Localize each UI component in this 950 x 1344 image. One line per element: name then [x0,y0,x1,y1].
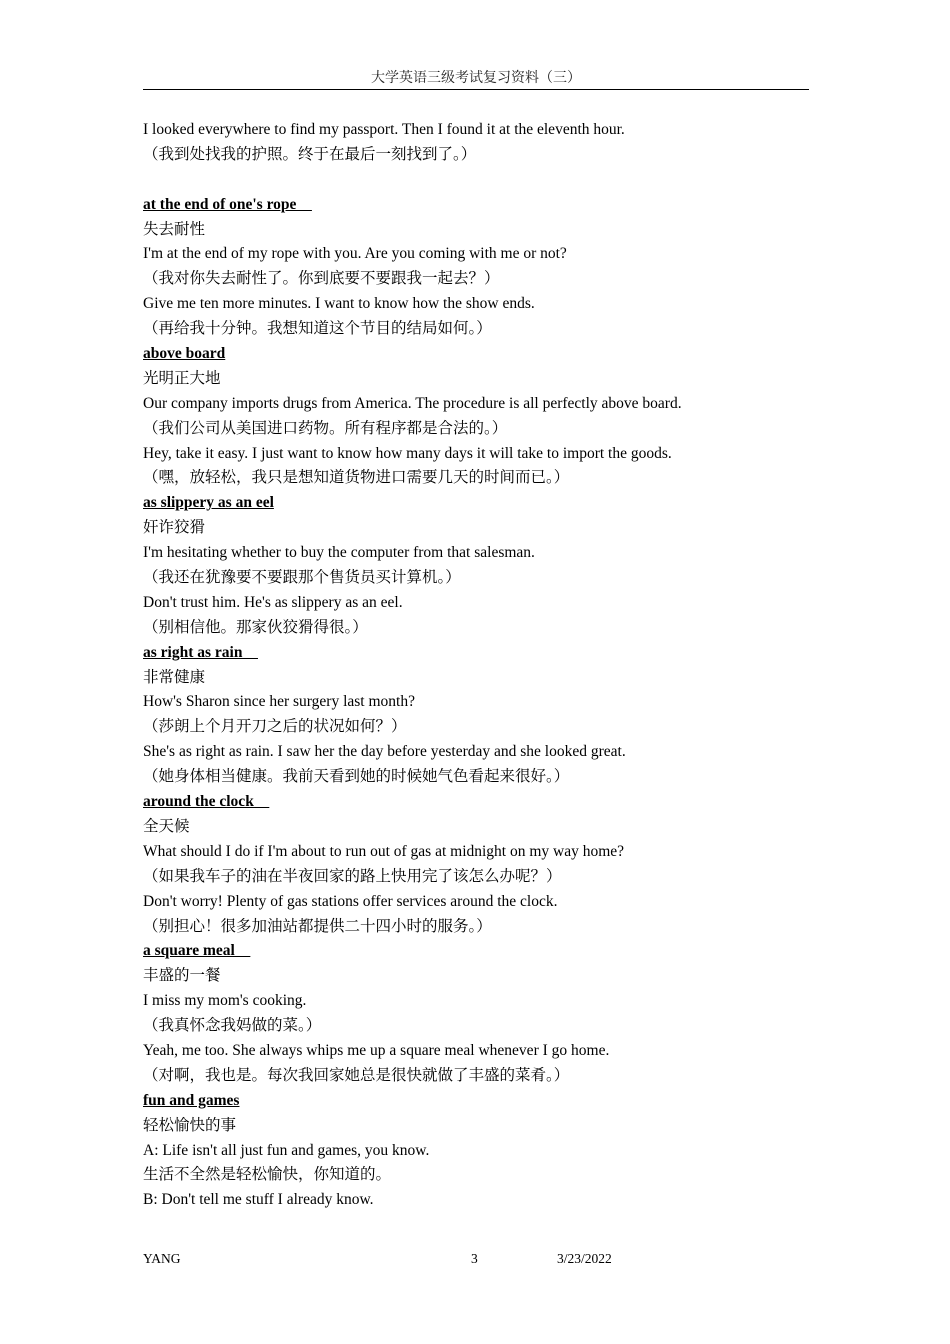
idiom-meaning: 非常健康 [143,668,206,686]
footer-author: YANG [143,1251,181,1266]
example-line: I'm hesitating whether to buy the computer from that salesman. [143,544,535,562]
example-line: Our company imports drugs from America. The procedure is all perfectly above board. [143,394,682,412]
example-line: I'm at the end of my rope with you. Are you coming with me or not? [143,245,567,263]
idiom-meaning: 轻松愉快的事 [143,1116,237,1134]
example-line: Don't worry! Plenty of gas stations offer services around the clock. [143,892,558,910]
example-line: （别相信他。那家伙狡猾得很。） [143,618,368,636]
example-line: （对啊，我也是。每次我回家她总是很快就做了丰盛的菜肴。） [143,1066,570,1084]
idiom-term: a square meal [143,942,251,960]
example-line: （我真怀念我妈做的菜。） [143,1017,322,1035]
example-line: （别担心！很多加油站都提供二十四小时的服务。） [143,917,492,935]
idiom-term: fun and games [143,1091,240,1109]
example-line: （如果我车子的油在半夜回家的路上快用完了该怎么办呢？） [143,867,562,885]
intro-line: （我到处找我的护照。终于在最后一刻找到了。） [143,145,477,163]
idiom-term: as right as rain [143,643,258,661]
example-line: She's as right as rain. I saw her the day before yesterday and she looked great. [143,743,626,761]
example-line: Hey, take it easy. I just want to know how many days it will take to import the goods. [143,444,672,462]
example-line: I miss my mom's cooking. [143,992,307,1010]
idiom-meaning: 丰盛的一餐 [143,967,221,985]
example-line: （她身体相当健康。我前天看到她的时候她气色看起来很好。） [143,768,570,786]
idiom-meaning: 奸诈狡猾 [143,519,206,537]
example-line: （我还在犹豫要不要跟那个售货员买计算机。） [143,569,461,587]
example-line: （嘿，放轻松，我只是想知道货物进口需要几天的时间而已。） [143,469,570,487]
example-line: （再给我十分钟。我想知道这个节目的结局如何。） [143,320,492,338]
idiom-term: around the clock [143,793,270,811]
blank-line [143,168,823,193]
footer-page-number: 3 [471,1251,478,1266]
idiom-meaning: 光明正大地 [143,369,221,387]
idiom-meaning: 全天候 [143,817,190,835]
example-line: B: Don't tell me stuff I already know. [143,1191,374,1209]
example-line: （我们公司从美国进口药物。所有程序都是合法的。） [143,419,508,437]
idiom-term: above board [143,345,226,363]
example-line: （我对你失去耐性了。你到底要不要跟我一起去？） [143,270,500,288]
example-line: Give me ten more minutes. I want to know how the show ends. [143,295,535,313]
document-body [143,118,823,1213]
footer-date: 3/23/2022 [557,1251,612,1266]
example-line: Yeah, me too. She always whips me up a square meal whenever I go home. [143,1041,610,1059]
example-line: 生活不全然是轻松愉快，你知道的。 [143,1166,392,1184]
page-header [143,70,809,90]
idiom-term: as slippery as an eel [143,494,274,512]
example-line: How's Sharon since her surgery last month? [143,693,415,711]
idiom-meaning: 失去耐性 [143,220,206,238]
example-line: （莎朗上个月开刀之后的状况如何？） [143,718,407,736]
idiom-term: at the end of one's rope [143,195,312,213]
example-line: A: Life isn't all just fun and games, you know. [143,1141,430,1159]
example-line: Don't trust him. He's as slippery as an eel. [143,593,403,611]
example-line: What should I do if I'm about to run out of gas at midnight on my way home? [143,842,625,860]
intro-line: I looked everywhere to find my passport. Then I found it at the eleventh hour. [143,121,625,138]
header-title: 大学英语三级考试复习资料（三） [371,71,581,86]
